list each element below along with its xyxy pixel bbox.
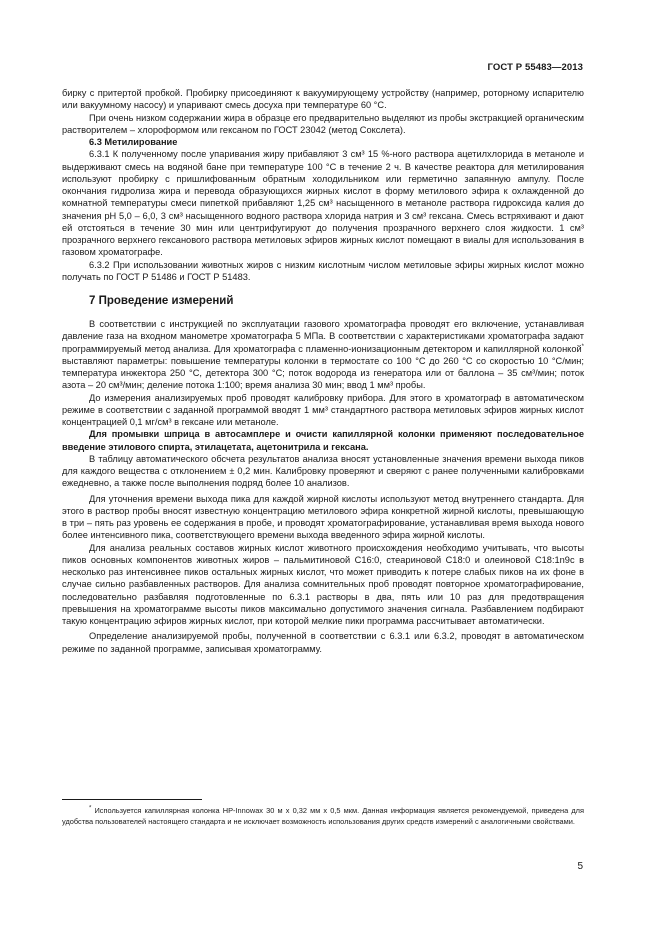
setup-text-end: выставляют параметры: повышение температуры колонки в термостате со 100 °С до 260 °С со скоростью 10 °С/мин; температура инжектора 250 °С, детектора 300 °С; поток водорода из генератора или от баллона – 35 см³/мин; поток азота – 20 см³/мин; деление потока 1:100; время анализа 30 мин; ввод 1 мм³ пробы. bbox=[62, 355, 584, 391]
page-number: 5 bbox=[577, 861, 583, 872]
footnote-mark: * bbox=[89, 805, 92, 812]
setup-text-start: В соответствии с инструкцией по эксплуатации газового хроматографа проводят его включение, устанавливая давление газа на входном манометре хроматографа 5 МПа. В соответствии с характеристиками хроматографа задают программируемый метод анализа. Для хроматографа с пламенно-ионизационным детектором и капиллярной колонкой bbox=[62, 319, 584, 354]
paragraph-peak-table: В таблицу автоматического обсчета результатов анализа вносят установленные значения времени выхода пиков для каждого вещества с отклонением ± 0,2 мин. Калибровку проверяют и сверяют с ранее полученными калибровками ежедневно, а также после выполнения подряд более 10 анализов. bbox=[62, 453, 584, 489]
footnote-reference: * bbox=[581, 343, 584, 350]
paragraph-real-samples: Для анализа реальных составов жирных кислот животного происхождения необходимо учитывать, что высоты пиков основных компонентов животных жиров – пальмитиновой С16:0, стеариновой С18:0 и олеиновой С18:1n9c в несколько раз интенсивнее пиков остальных жирных кислот, что может приводить к потере слабых пиков на их фоне в случае сильно разбавленных растворов. Для анализа сомнительных проб проводят повторное хроматографирование, последовательно разбавляя подготовленные по 6.3.1 растворы в два, пять или 10 раз для предотвращения превышения на хроматограмме высоты пиков максимально допустимого значения сигнала. Разбавлением подбирают такую концентрацию эфиров жирных кислот, при которой мелкие пики программа рассчитывает автоматически. bbox=[62, 542, 584, 626]
paragraph-instrument-setup bbox=[62, 318, 584, 392]
paragraph-6-3-2: 6.3.2 При использовании животных жиров с низким кислотным числом метиловые эфиры жирных кислот можно получать по ГОСТ Р 51486 и ГОСТ Р 51483. bbox=[62, 259, 584, 282]
standard-header: ГОСТ Р 55483—2013 bbox=[487, 62, 583, 73]
paragraph-syringe-washing: Для промывки шприца в автосамплере и очисти капиллярной колонки применяют последовательное введение этилового спирта, этилацетата, ацетонитрила и гексана. bbox=[62, 429, 584, 452]
paragraph-fat-extraction: При очень низком содержании жира в образце его предварительно выделяют из пробы экстракцией органическим растворителем – хлороформом или гексаном по ГОСТ 23042 (метод Сокслета). bbox=[62, 112, 584, 135]
section-heading-7: 7 Проведение измерений bbox=[89, 295, 234, 307]
footnote bbox=[62, 806, 584, 827]
document-body bbox=[62, 87, 584, 655]
footnote-divider bbox=[62, 799, 202, 800]
paragraph-internal-standard: Для уточнения времени выхода пика для каждой жирной кислоты используют метод внутреннего стандарта. Для этого в раствор пробы вносят известную концентрацию метилового эфира конкретной жирной кислоты, превышающую в три – пять раз уровень ее содержания в пробе, и проводят хроматографирование, устанавливая время выхода нового более интенсивного пика, соответствующего времени выхода введенного эфира жирной кислоты. bbox=[62, 493, 584, 541]
paragraph-6-3-1: 6.3.1 К полученному после упаривания жиру прибавляют 3 см³ 15 %-ного раствора ацетилхлорида в метаноле и выдерживают смесь на водяной бане при температуре 100 °С в течение 2 ч. В качестве реактора для метилирования используют пробирку с пришлифованным обратным холодильником или герметично запаянную ампулу. После окончания гидролиза жира и перевода образующихся жирных кислот в форму метилового эфира к охлажденной до комнатной температуры смеси пипеткой прибавляют 1,25 см³ насыщенного в метаноле раствора гидроксида калия до значения рН 5,0 – 6,0, 3 см³ насыщенного водного раствора хлорида натрия и 3 см³ гексана. Смесь встряхивают и дают ей отстояться в течение 30 мин или центрифугируют до получения прозрачного верхнего слоя жидкости. 1 см³ прозрачного верхнего гексанового раствора метиловых эфиров жирных кислот помещают в виалы для использования в газовом хроматографе. bbox=[62, 149, 584, 258]
paragraph-continuation: бирку с притертой пробкой. Пробирку присоединяют к вакуумирующему устройству (например, роторному испарителю или вакуумному насосу) и упаривают смесь досуха при температуре 60 °С. bbox=[62, 88, 584, 111]
section-heading-6-3: 6.3 Метилирование bbox=[89, 137, 178, 147]
footnote-text: Используется капиллярная колонка HP-Innowax 30 м х 0,32 мм х 0,5 мкм. Данная информация является рекомендуемой, приведена для удобства пользователей настоящего стандарта и не исключает возможность использования других средств измерений с аналогичными свойствами. bbox=[62, 806, 584, 826]
paragraph-sample-determination: Определение анализируемой пробы, полученной в соответствии с 6.3.1 или 6.3.2, проводят в автоматическом режиме по заданной программе, записывая хроматограмму. bbox=[62, 631, 584, 654]
paragraph-calibration: До измерения анализируемых проб проводят калибровку прибора. Для этого в хроматограф в автоматическом режиме в соответствии с заданной программой вводят 1 мм³ стандартного раствора метиловых эфиров жирных кислот концентрацией 0,1 мг/см³ в гексане или метаноле. bbox=[62, 392, 584, 427]
